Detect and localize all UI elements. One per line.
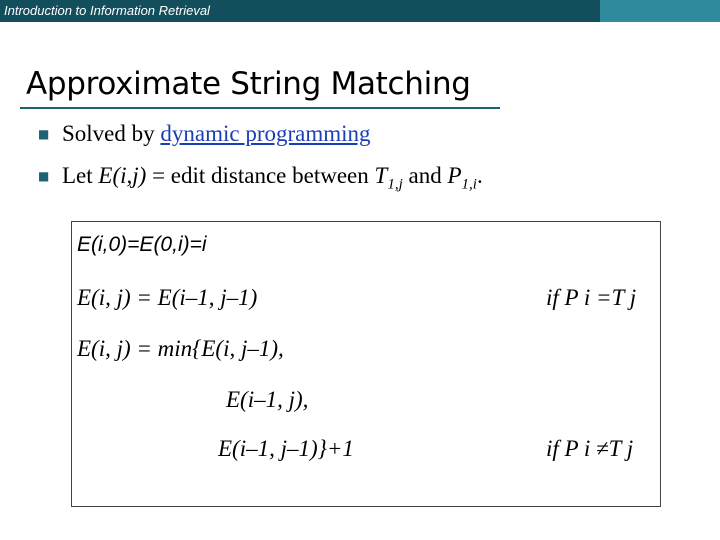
square-bullet-icon: ■ — [38, 169, 50, 183]
bullet-2-fn: E — [98, 163, 113, 188]
bullet-2-text: Let — [62, 163, 99, 188]
course-title: Introduction to Information Retrieval — [4, 3, 210, 18]
bullet-2-p: P — [447, 163, 462, 188]
bullet-2-and: and — [402, 163, 448, 188]
header-banner — [0, 0, 720, 22]
recurrence-box — [71, 221, 661, 507]
banner-light-segment — [600, 0, 720, 22]
recurrence-line-1: E(i, j) = E(i–1, j–1) — [77, 285, 258, 310]
base-case: E(i,0)=E(0,i)=i — [77, 233, 207, 256]
recurrence-line-3: E(i–1, j), — [226, 387, 309, 412]
condition-not-equal: if P i ≠T j — [546, 436, 634, 461]
bullet-2-t-sub: 1,j — [387, 176, 403, 193]
recurrence-line-2: E(i, j) = min{E(i, j–1), — [77, 336, 284, 361]
recurrence-line-4: E(i–1, j–1)}+1 — [218, 436, 354, 461]
bullet-2-t: T — [374, 163, 388, 188]
dynamic-programming-link[interactable]: dynamic programming — [160, 121, 371, 146]
slide-title: Approximate String Matching — [26, 66, 471, 102]
bullet-1 — [38, 121, 371, 147]
bullet-2-middle: = edit distance between — [146, 163, 375, 188]
condition-equal: if P i =T j — [546, 285, 637, 310]
title-underline — [20, 107, 500, 109]
bullet-1-prefix: Solved by — [62, 121, 161, 146]
bullet-2-args: (i,j) — [112, 163, 147, 188]
bullet-2-p-sub: 1,i — [461, 176, 477, 193]
bullet-2 — [38, 163, 483, 193]
square-bullet-icon: ■ — [38, 127, 50, 141]
bullet-2-end: . — [476, 163, 483, 188]
